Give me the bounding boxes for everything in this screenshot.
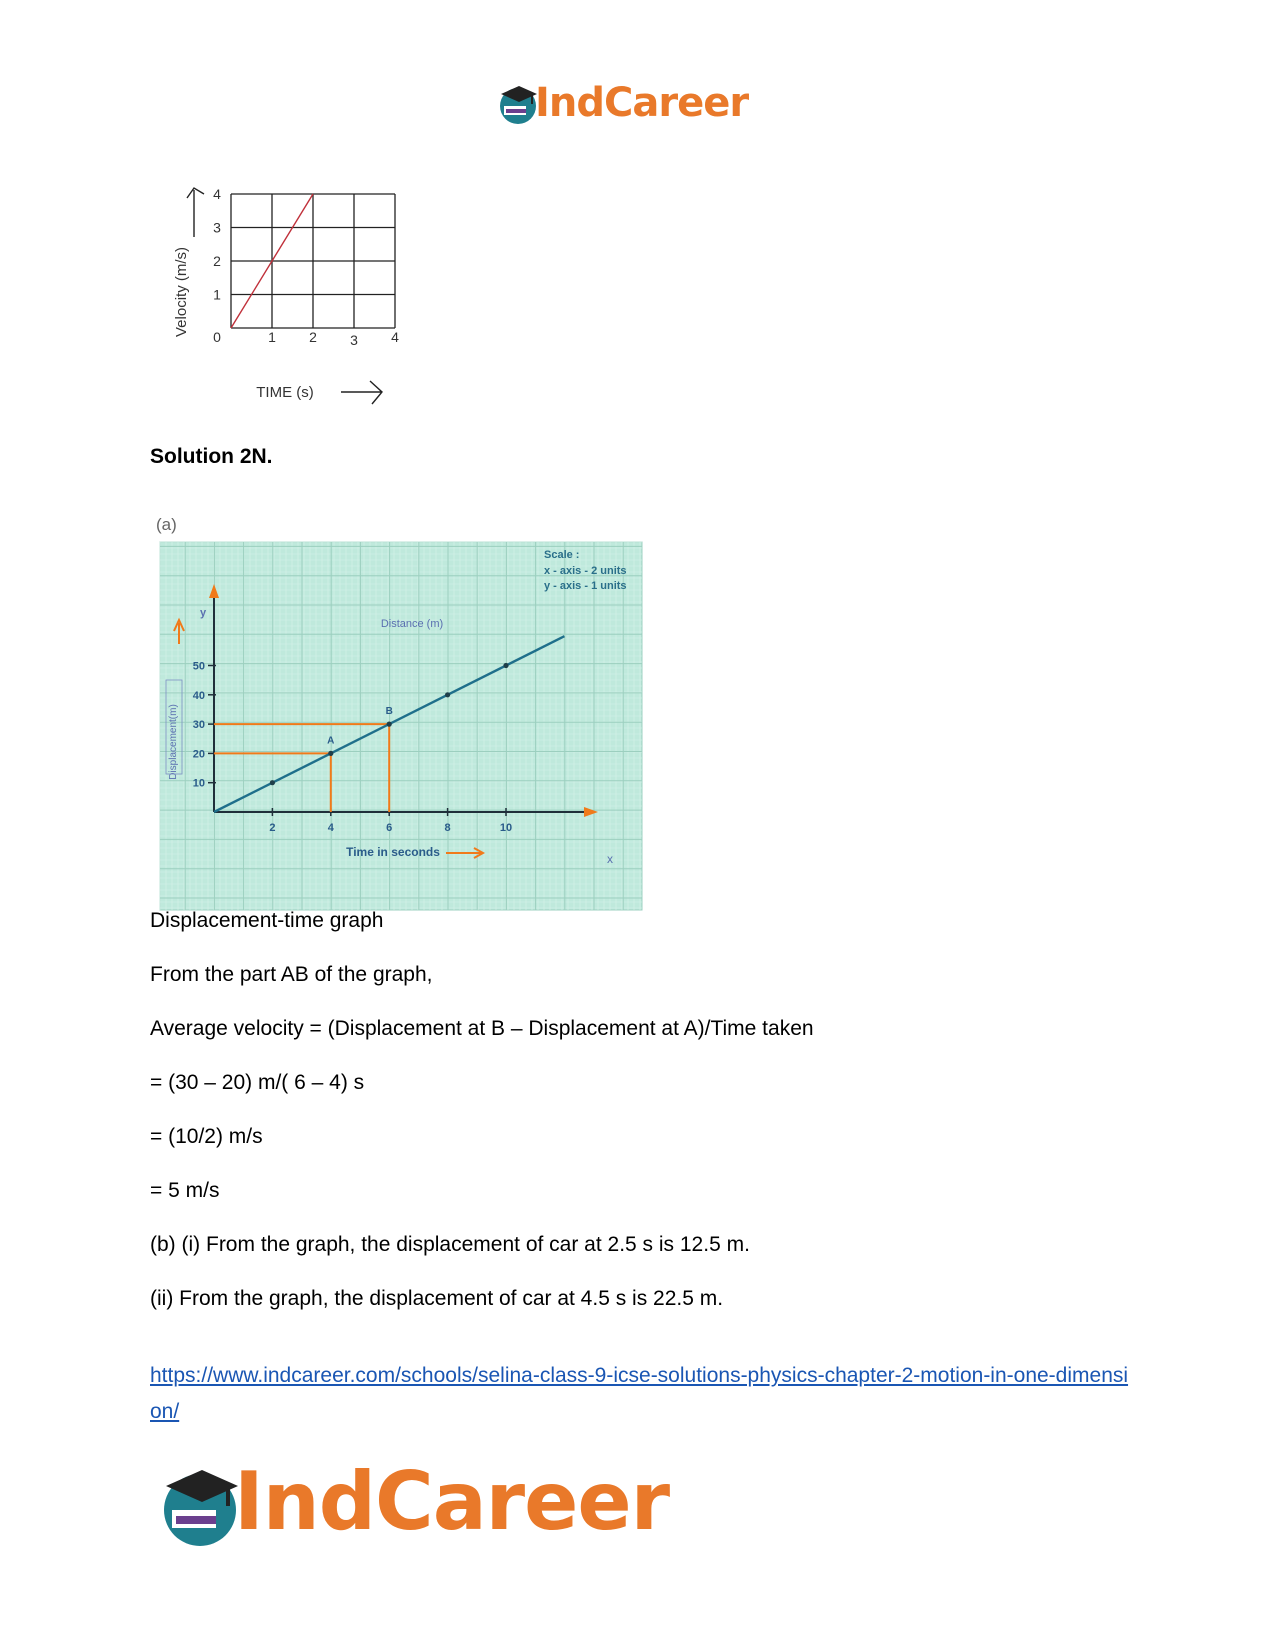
x-tick-label: 10	[499, 822, 513, 834]
y-tick-label: 20	[192, 748, 205, 761]
y-tick-label: 30	[192, 719, 205, 732]
graduation-cap-icon	[497, 82, 539, 126]
scale-line: x - axis - 2 units	[544, 565, 627, 577]
paragraph: Displacement-time graph	[150, 909, 384, 932]
source-link[interactable]: https://www.indcareer.com/schools/selina-class-9-icse-solutions-physics-chapter-2-motion-in-one-dimension/	[150, 1364, 1129, 1423]
y-tick-label: 3	[213, 219, 221, 236]
right-arrow-icon	[341, 381, 382, 404]
y-tick-label: 2	[213, 253, 221, 269]
data-point	[328, 751, 333, 756]
x-axis-label: Time in seconds	[346, 845, 440, 859]
velocity-x-label: TIME (s)	[256, 384, 314, 401]
point-label: B	[385, 706, 393, 718]
y-axis-label: Displacement(m)	[168, 704, 179, 780]
velocity-x-ticks	[213, 329, 399, 348]
y-axis-letter: y	[200, 607, 207, 619]
header-logo	[497, 80, 777, 128]
footer-logo	[158, 1455, 718, 1556]
displacement-time-graph	[152, 512, 652, 917]
velocity-y-label: Velocity (m/s)	[173, 246, 190, 338]
y-tick-label: 10	[192, 777, 205, 790]
scale-line: Scale :	[544, 549, 580, 561]
x-tick-label: 8	[444, 822, 451, 834]
graduation-cap-icon	[158, 1462, 242, 1550]
x-tick-label: 4	[327, 822, 334, 834]
up-arrow-icon	[187, 188, 204, 237]
paragraph: = (10/2) m/s	[150, 1125, 263, 1148]
point-label: A	[327, 735, 335, 747]
panel-label: (a)	[156, 515, 177, 534]
x-tick-label: 2	[309, 329, 317, 345]
y-tick-label: 4	[213, 186, 221, 202]
y-tick-label: 40	[192, 689, 205, 702]
x-tick-label: 2	[269, 822, 276, 834]
x-tick-label: 1	[268, 329, 276, 345]
y-tick-label: 1	[213, 286, 221, 303]
y-tick-label: 50	[192, 660, 205, 673]
paragraph: (ii) From the graph, the displacement of car at 4.5 s is 22.5 m.	[150, 1287, 724, 1310]
paragraph: From the part AB of the graph,	[150, 963, 433, 986]
paragraph: = (30 – 20) m/( 6 – 4) s	[150, 1071, 365, 1094]
paragraph: = 5 m/s	[150, 1179, 220, 1202]
paragraph: (b) (i) From the graph, the displacement of car at 2.5 s is 12.5 m.	[150, 1233, 750, 1256]
solution-heading: Solution 2N.	[150, 445, 273, 468]
paragraph: Average velocity = (Displacement at B – Displacement at A)/Time taken	[150, 1017, 814, 1040]
x-tick-label: 4	[391, 329, 399, 345]
scale-line: y - axis - 1 units	[544, 580, 627, 592]
x-tick-label: 3	[350, 332, 358, 348]
velocity-time-graph	[165, 182, 455, 422]
data-point	[270, 780, 275, 785]
chart-title: Distance (m)	[380, 618, 444, 630]
data-point	[445, 692, 450, 697]
logo-text: IndCareer	[535, 80, 749, 126]
logo-text: IndCareer	[234, 1455, 670, 1548]
data-point	[387, 722, 392, 727]
x-tick-label: 0	[213, 329, 221, 345]
velocity-grid	[231, 194, 395, 328]
x-tick-label: 6	[386, 822, 393, 834]
velocity-y-ticks	[213, 186, 221, 303]
x-axis-letter: x	[607, 852, 613, 866]
data-point	[503, 663, 508, 668]
